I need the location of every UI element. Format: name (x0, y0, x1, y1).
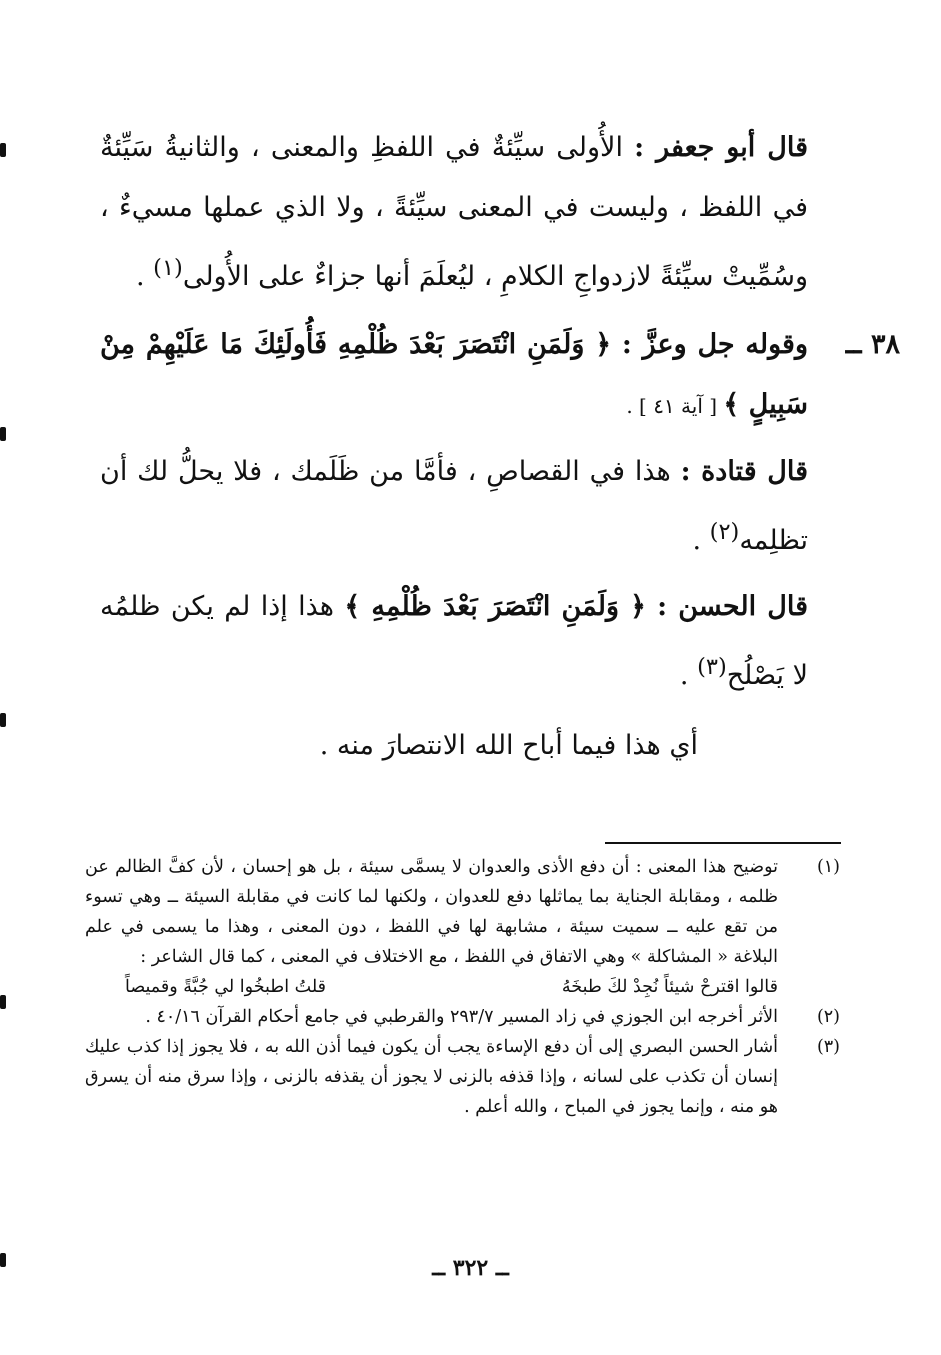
footnote-separator (605, 842, 841, 844)
footnote-text: توضيح هذا المعنى : أن دفع الأذى والعدوان لا يسمَّى سيئة ، بل هو إحسان ، لأن كفَّ الظالم عن ظلمه ، ومقابلة الجناية بما يماثلها دفع للعدوان ، ولكنها لما كانت في مقابلة السيئة ــ وهي تسوء من تقع عليه ــ سميت سيئة ، مشابهة لها في اللفظ ، دون المعنى ، وهذا ما يسمى في علم البلاغة « المشاكلة » وهي الاتفاق في اللفظ ، مع الاختلاف في المعنى ، كما قال الشاعر : (85, 857, 778, 967)
footnotes (85, 852, 840, 1122)
paragraph-hasan: قال الحسن : ﴿ وَلَمَنِ انْتَصَرَ بَعْدَ ظُلْمِهِ ﴾ هذا إذا لم يكن ظلمُه لا يَصْلُح$^{(٣)}$ . (100, 591, 808, 691)
paragraph-text: هذا في القصاصِ ، فأمَّا من ظَلَمك ، فلا يحلُّ لك أن تظلِمه (100, 456, 808, 556)
footnote-text: أشار الحسن البصري إلى أن دفع الإساءة يجب أن يكون فيما أذن الله به ، فلا يجوز إذا كذب عليك إنسان أن تكذب على لسانه ، وإذا قذفه بالزنى لا يجوز أن يقذفه بالزنى ، وإذا سرق منه أن يسرق هو منه ، وإنما يجوز في المباح ، والله أعلم . (85, 1037, 778, 1117)
quran-verse: ﴿ وَلَمَنِ انْتَصَرَ بَعْدَ ظُلْمِهِ فَأُولَئِكَ مَا عَلَيْهِمْ مِنْ سَبِيلٍ ﴾ (100, 329, 808, 420)
footnote-ref: (٣) (697, 654, 727, 680)
verse-38 (100, 315, 900, 436)
verse-paragraph (100, 315, 808, 436)
verse-number: ٣٨ ــ (845, 329, 900, 360)
footnote-ref: (١) (153, 255, 183, 281)
footnote-number: (١) (816, 857, 840, 877)
footnote-number: (٣) (816, 1037, 840, 1057)
poem-verse (85, 972, 840, 1002)
verse-intro: وقوله جل وعزَّ : (611, 329, 808, 360)
main-text (100, 118, 900, 776)
paragraph-abu-jafar: قال أبو جعفر : الأُولى سيِّئةٌ في اللفظِ والمعنى ، والثانيةُ سَيِّئةٌ في اللفظ ، وليست في المعنى سيِّئةً ، ولا الذي عملها مسيءٌ ، وسُمِّيتْ سيِّئةً لازدواجِ الكلامِ ، ليُعلَمَ أنها جزاءٌ على الأُولى$^{(١)}$ . (100, 132, 808, 292)
footnote-2 (85, 1002, 840, 1032)
scan-edge-mark (0, 713, 6, 727)
scan-edge-mark (0, 427, 6, 441)
footnote-3 (85, 1032, 840, 1122)
poem-first-hemistich: قالوا اقترحْ شيئاً نُجِدْ لكَ طبخَهُ (561, 977, 778, 997)
scan-edge-mark (0, 995, 6, 1009)
footnote-1 (85, 852, 840, 972)
verse-reference: [ آية ٤١ ] . (626, 394, 724, 418)
footnote-text: الأثر أخرجه ابن الجوزي في زاد المسير ٢٩٣/٧ والقرطبي في جامع أحكام القرآن ٤٠/١٦ . (145, 1007, 778, 1027)
paragraph-text: الأُولى سيِّئةٌ في اللفظِ والمعنى ، والثانيةُ سَيِّئةٌ في اللفظ ، وليست في المعنى سيِّئةً ، ولا الذي عملها مسيءٌ ، وسُمِّيتْ سيِّئةً لازدواجِ الكلامِ ، ليُعلَمَ أنها جزاءٌ على الأُولى (100, 132, 808, 292)
speaker-label: قال قتادة : (680, 456, 808, 487)
speaker-label: قال الحسن : (657, 591, 808, 622)
speaker-label: قال أبو جعفر : (634, 132, 808, 163)
page-number: ــ ٣٢٢ ــ (432, 1255, 509, 1281)
scan-edge-mark (0, 143, 6, 157)
poem-second-hemistich: قلتُ اطبخُوا لي جُبَّةً وقميصاً (125, 977, 326, 997)
quran-verse: ﴿ وَلَمَنِ انْتَصَرَ بَعْدَ ظُلْمِهِ ﴾ (344, 591, 658, 622)
footnote-ref: (٢) (709, 519, 740, 545)
paragraph-text: هذا إذا لم يكن ظلمُه لا يَصْلُح (100, 591, 808, 691)
paragraph-qatada: قال قتادة : هذا في القصاصِ ، فأمَّا من ظَلَمك ، فلا يحلُّ لك أن تظلِمه$^{(٢)}$ . (100, 456, 808, 556)
closing-line: أي هذا فيما أباح الله الانتصارَ منه . (319, 730, 698, 761)
footnote-number: (٢) (816, 1007, 840, 1027)
